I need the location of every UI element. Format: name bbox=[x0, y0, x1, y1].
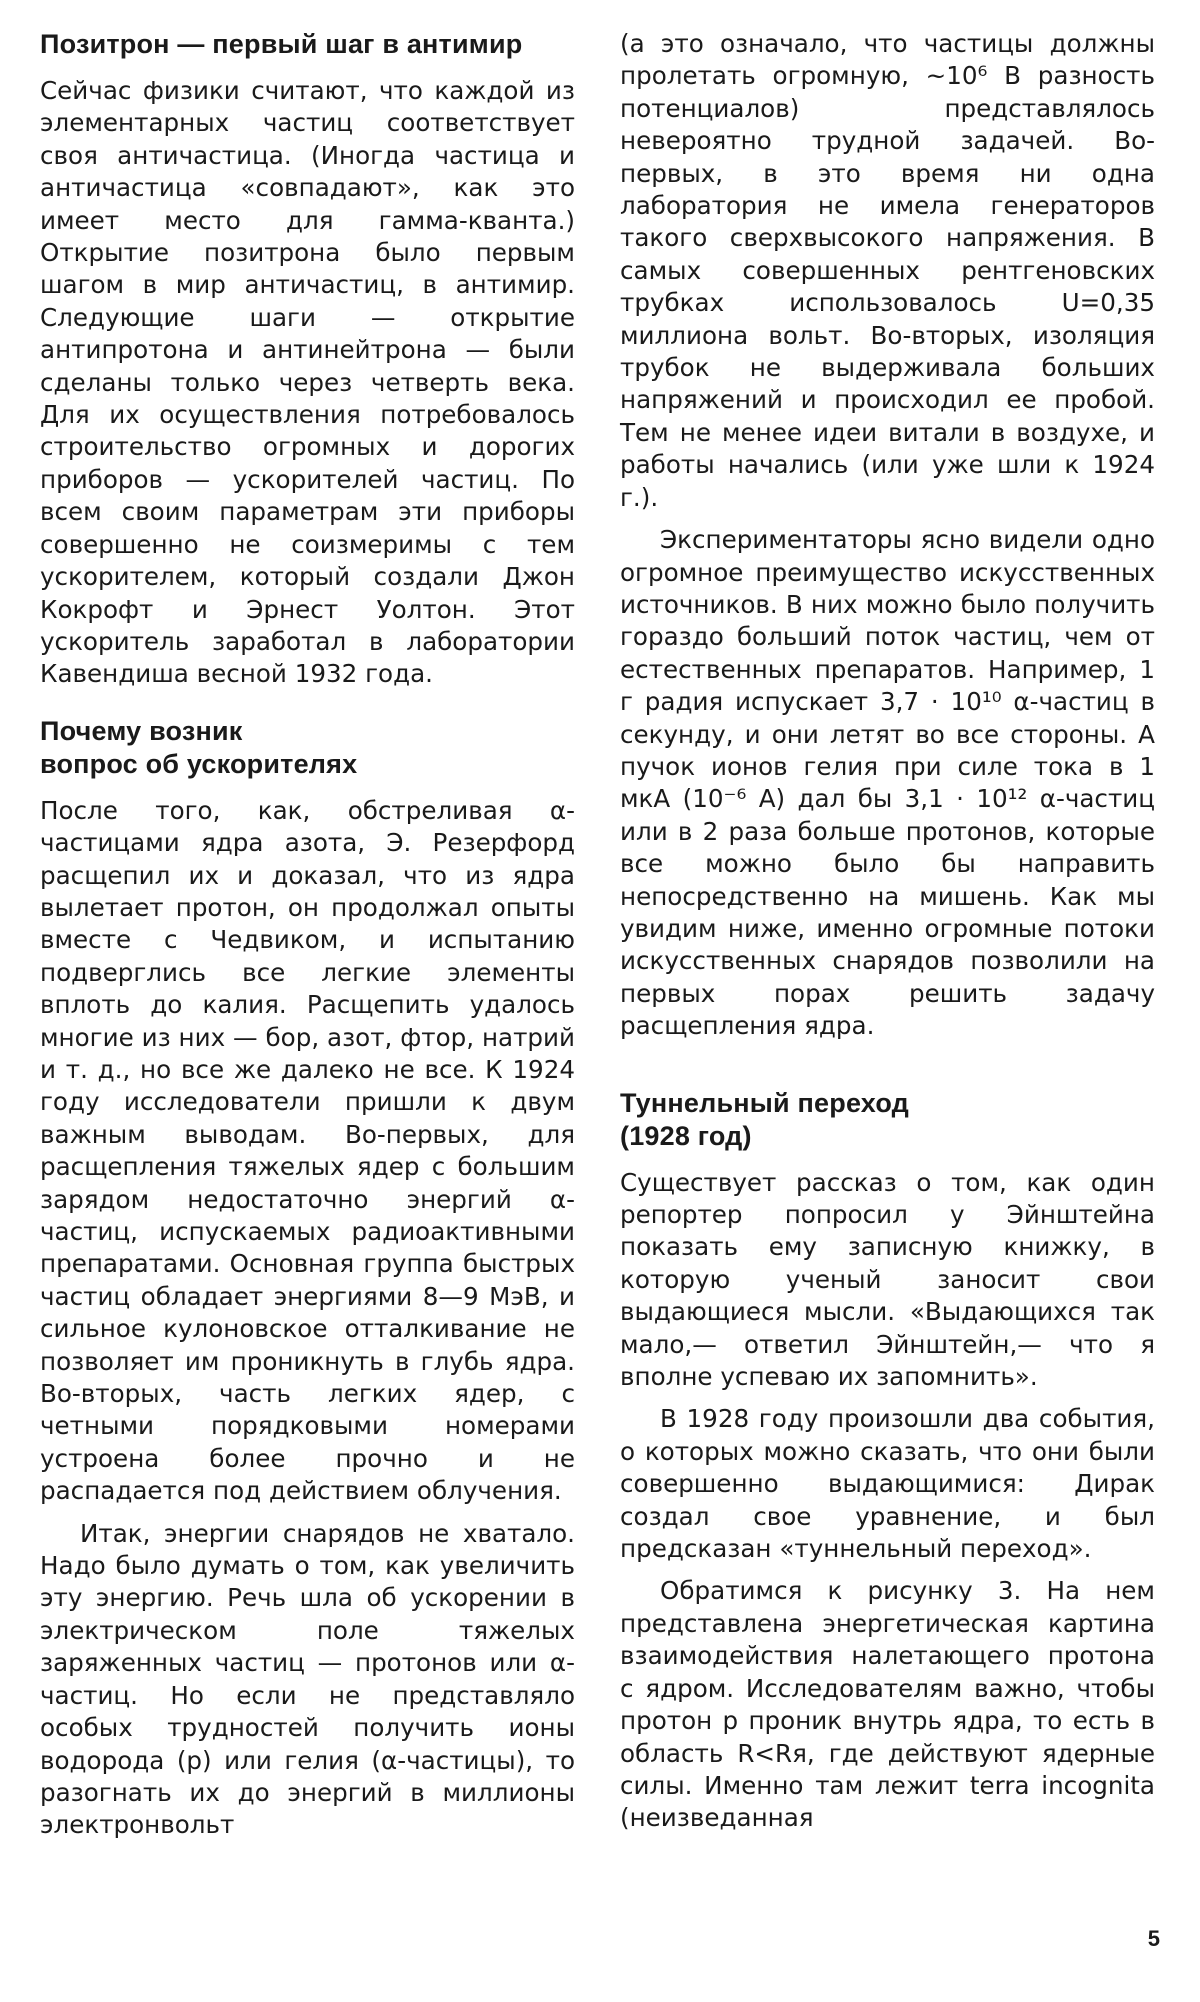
paragraph: Экспериментаторы ясно видели одно огромное преимущество искусственных источников. В них можно было получить гораздо больший поток частиц, чем от естественных препаратов. Например, 1 г радия испускает 3,7 · 10¹⁰ α-частиц в секунду, и они летят во все стороны. А пучок ионов гелия при силе тока в 1 мкА (10⁻⁶ А) дал бы 3,1 · 10¹² α-частиц или в 2 раза больше протонов, которые все можно было бы направить непосредственно на мишень. Как мы увидим ниже, именно огромные потоки искусственных снарядов позволили на первых порах решить задачу расщепления ядра. bbox=[620, 525, 1155, 1041]
paragraph: Существует рассказ о том, как один репортер попросил у Эйнштейна показать ему записную книжку, в которую ученый заносит свои выдающиеся мысли. «Выдающихся так мало,— ответил Эйнштейн,— что я вполне успеваю их запомнить». bbox=[620, 1167, 1155, 1392]
left-column bbox=[40, 28, 575, 1852]
heading-positron: Позитрон — первый шаг в антимир bbox=[40, 29, 523, 59]
heading-line: Туннельный переход bbox=[620, 1087, 910, 1118]
paragraph: После того, как, обстреливая α-частицами ядра азота, Э. Резерфорд расщепил их и доказал, что из ядра вылетает протон, он продолжал опыты вместе с Чедвиком, и испытанию подверглись все легкие элементы вплоть до калия. Расщепить удалось многие из них — бор, азот, фтор, натрий и т. д., но все же далеко не все. К 1924 году исследователи пришли к двум важным выводам. Во-первых, для расщепления тяжелых ядер с большим зарядом недостаточно энергий α-частиц, испускаемых радиоактивными препаратами. Основная группа быстрых частиц обладает энергиями 8—9 МэВ, и сильное кулоновское отталкивание не позволяет им проникнуть в глубь ядра. Во-вторых, часть легких ядер, с четными порядковыми номерами устроена более прочно и не распадается под действием облучения. bbox=[40, 795, 575, 1506]
heading-accelerators bbox=[40, 715, 575, 781]
paragraph: Сейчас физики считают, что каждой из элементарных частиц соответствует своя античастица. (Иногда частица и античастица «совпадают», как это имеет место для гамма-кванта.) Открытие позитрона было первым шагом в мир античастиц, в антимир. Следующие шаги — открытие антипротона и антинейтрона — были сделаны только через четверть века. Для их осуществления потребовалось строительство огромных и дорогих приборов — ускорителей частиц. По всем своим параметрам эти приборы совершенно не соизмеримы с тем ускорителем, который создали Джон Кокрофт и Эрнест Уолтон. Этот ускоритель заработал в лаборатории Кавендиша весной 1932 года. bbox=[40, 76, 575, 689]
heading-line: Почему возник bbox=[40, 715, 243, 746]
heading-line: (1928 год) bbox=[620, 1120, 752, 1151]
right-column bbox=[620, 28, 1155, 1845]
paragraph: В 1928 году произошли два события, о которых можно сказать, что они были совершенно выдающимися: Дирак создал свое уравнение, и был предсказан «туннельный переход». bbox=[620, 1404, 1155, 1564]
heading-tunnel-transition bbox=[620, 1087, 1155, 1153]
page-number: 5 bbox=[1147, 1926, 1160, 1951]
paragraph: Обратимся к рисунку 3. На нем представлена энергетическая картина взаимодействия налетающего протона с ядром. Исследователям важно, чтобы протон p проник внутрь ядра, то есть в область R<Rя, где действуют ядерные силы. Именно там лежит terra incognita (неизведанная bbox=[620, 1576, 1155, 1833]
paragraph: (а это означало, что частицы должны пролетать огромную, ~10⁶ В разность потенциалов) представлялось невероятно трудной задачей. Во-первых, в это время ни одна лаборатория не имела генераторов такого сверхвысокого напряжения. В самых совершенных рентгеновских трубках использовалось U=0,35 миллиона вольт. Во-вторых, изоляция трубок не выдерживала больших напряжений и происходил ее пробой. Тем не менее идеи витали в воздухе, и работы начались (или уже шли к 1924 г.). bbox=[620, 29, 1155, 512]
paragraph: Итак, энергии снарядов не хватало. Надо было думать о том, как увеличить эту энергию. Речь шла об ускорении в электрическом поле тяжелых заряженных частиц — протонов или α-частиц. Но если не представляло особых трудностей получить ионы водорода (p) или гелия (α-частицы), то разогнать их до энергий в миллионы электронвольт bbox=[40, 1518, 575, 1840]
heading-line: вопрос об ускорителях bbox=[40, 748, 358, 779]
